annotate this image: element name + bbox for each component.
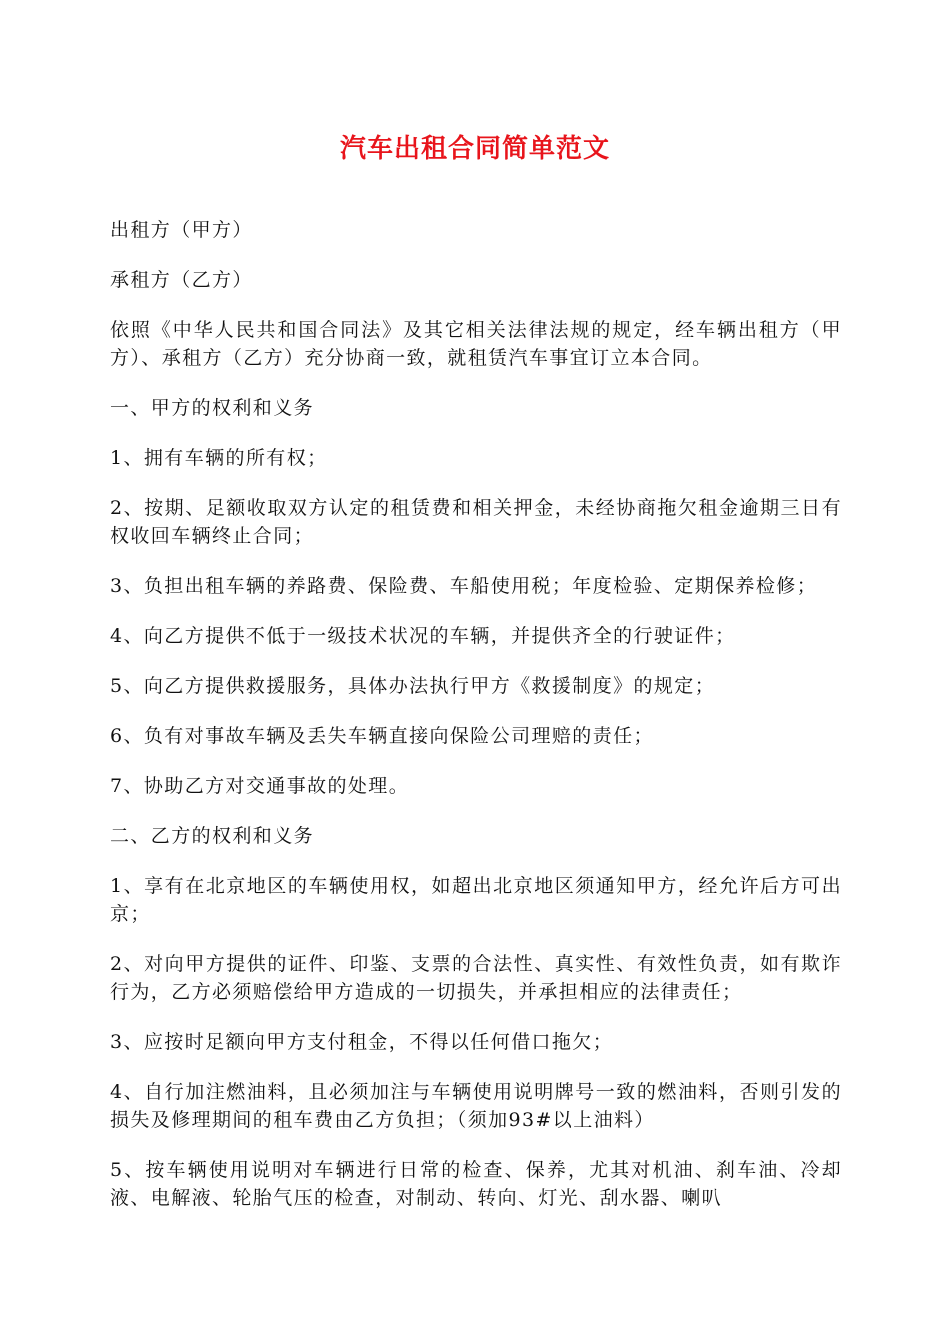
clause-a-1: 1、拥有车辆的所有权； xyxy=(110,447,328,469)
clause-a-4: 4、向乙方提供不低于一级技术状况的车辆，并提供齐全的行驶证件； xyxy=(110,625,736,647)
clause-b-5: 5、按车辆使用说明对车辆进行日常的检查、保养，尤其对机油、刹车油、冷却液、电解液、轮胎气压的检查，对制动、转向、灯光、刮水器、喇叭 xyxy=(110,1159,842,1209)
section-heading-party-b: 二、乙方的权利和义务 xyxy=(110,825,315,847)
clause-b-3: 3、应按时足额向甲方支付租金，不得以任何借口拖欠； xyxy=(110,1031,614,1053)
section-heading-party-a: 一、甲方的权利和义务 xyxy=(110,397,315,419)
clause-a-2: 2、按期、足额收取双方认定的租赁费和相关押金，未经协商拖欠租金逾期三日有权收回车辆终止合同； xyxy=(110,497,842,547)
document-body xyxy=(110,216,842,1234)
clause-a-6: 6、负有对事故车辆及丢失车辆直接向保险公司理赔的责任； xyxy=(110,725,654,747)
clause-b-1: 1、享有在北京地区的车辆使用权，如超出北京地区须通知甲方，经允许后方可出京； xyxy=(110,875,842,925)
paragraph-lessee: 承租方（乙方） xyxy=(110,269,253,291)
clause-b-4: 4、自行加注燃油料，且必须加注与车辆使用说明牌号一致的燃油料，否则引发的损失及修理期间的租车费由乙方负担；（须加93#以上油料） xyxy=(110,1081,842,1131)
clause-a-3: 3、负担出租车辆的养路费、保险费、车船使用税；年度检验、定期保养检修； xyxy=(110,575,818,597)
clause-b-2: 2、对向甲方提供的证件、印鉴、支票的合法性、真实性、有效性负责，如有欺诈行为，乙方必须赔偿给甲方造成的一切损失，并承担相应的法律责任； xyxy=(110,953,842,1003)
clause-a-7: 7、协助乙方对交通事故的处理。 xyxy=(110,775,410,797)
document-title: 汽车出租合同简单范文 xyxy=(339,134,610,164)
clause-a-5: 5、向乙方提供救援服务，具体办法执行甲方《救援制度》的规定； xyxy=(110,675,716,697)
paragraph-lessor: 出租方（甲方） xyxy=(110,219,253,241)
paragraph-preamble: 依照《中华人民共和国合同法》及其它相关法律法规的规定，经车辆出租方（甲方）、承租方（乙方）充分协商一致，就租赁汽车事宜订立本合同。 xyxy=(110,319,842,369)
